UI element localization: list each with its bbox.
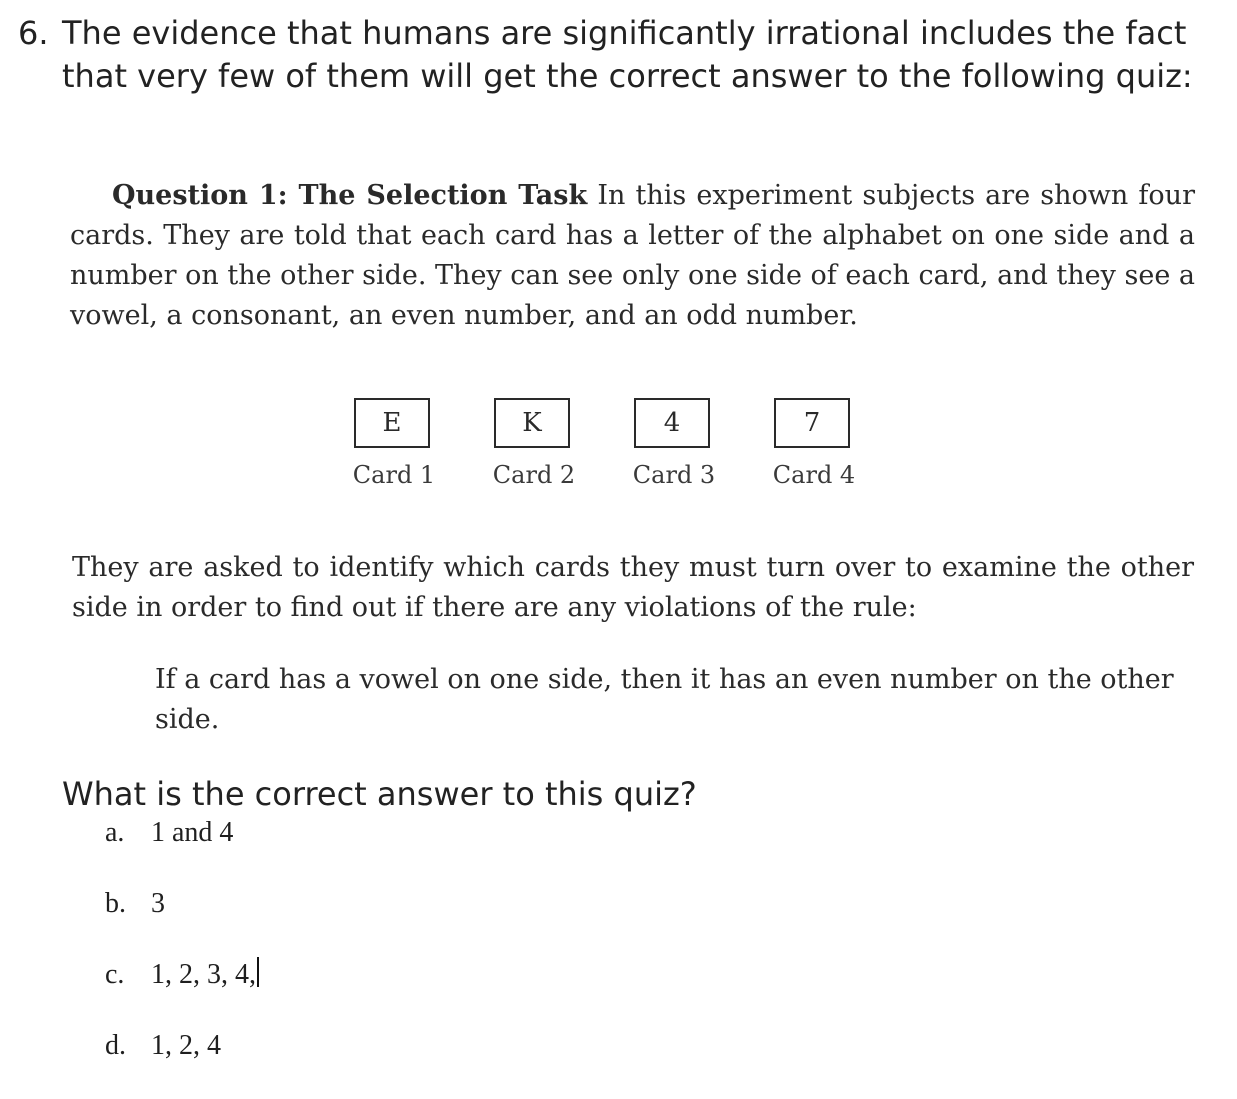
passage-body: In this experiment subjects are shown four cards. They are told that each card has a letter of the alphabet on one side and a number on the other side. They can see only one side of each card, and they see a vowel, a consonant, an even number, and an odd number. [70,180,1195,331]
selection-task-passage [70,176,1195,336]
follow-up-question: What is the correct answer to this quiz? [62,775,697,813]
option-b-letter: b. [105,888,126,919]
card-2 [490,398,630,493]
card-3-face: 4 [634,398,710,448]
card-2-caption: Card 2 [492,461,576,489]
instruction-text: They are asked to identify which cards they must turn over to examine the other side in order to find out if there are any violations of the rule: [72,552,1194,623]
option-d-text: 1, 2, 4 [151,1030,221,1061]
question-prompt: The evidence that humans are significantly irrational includes the fact that very few of them will get the correct answer to the following quiz: [62,14,1193,95]
card-1-face: E [354,398,430,448]
card-1-caption: Card 1 [352,461,436,489]
option-a[interactable] [105,815,233,851]
question-header [18,12,1198,98]
card-row [350,398,870,493]
option-c-text[interactable]: 1, 2, 3, 4, [151,959,256,990]
card-4 [770,398,910,493]
option-c[interactable] [105,957,259,993]
rule-text: If a card has a vowel on one side, then it has an even number on the other side. [155,664,1174,735]
card-1 [350,398,490,493]
card-3 [630,398,770,493]
option-a-text: 1 and 4 [151,817,234,848]
text-cursor [257,957,259,987]
passage-heading: Question 1: The Selection Task [112,180,588,211]
card-3-caption: Card 3 [632,461,716,489]
card-4-face: 7 [774,398,850,448]
card-4-caption: Card 4 [772,461,856,489]
option-a-letter: a. [105,817,125,848]
option-b-text: 3 [151,888,165,919]
option-c-letter: c. [105,959,125,990]
option-d[interactable] [105,1028,221,1064]
question-number: 6. [18,14,49,52]
card-2-face: K [494,398,570,448]
option-d-letter: d. [105,1030,126,1061]
option-b[interactable] [105,886,165,922]
